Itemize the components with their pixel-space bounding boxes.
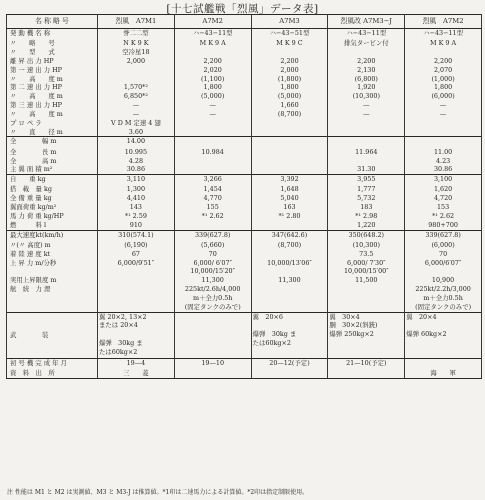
table-cell: —	[328, 110, 405, 119]
table-cell: 2,020	[174, 66, 251, 75]
table-cell: 339(627.8)	[405, 230, 482, 241]
header-label: 名 称 略 号	[7, 15, 98, 29]
row-label: 〃 略 号	[7, 39, 98, 48]
header-row	[7, 15, 482, 29]
row-label: 〃 直 径 m	[7, 128, 98, 137]
row-label: プ ロ ペ ラ	[7, 119, 98, 128]
table-cell: (6,800)	[328, 75, 405, 84]
table-cell: 6,000/ 6′07″ 10,000/15′20″	[174, 259, 251, 277]
table-cell: 翼 20×2, 13×2 または 20×4 爆弾 30kg ま たは60kg×2	[98, 312, 175, 358]
table-cell: —	[174, 101, 251, 110]
table-cell: ハ−43−11型	[328, 29, 405, 40]
table-cell: 155	[174, 203, 251, 212]
table-row	[7, 230, 482, 241]
table-cell	[405, 119, 482, 128]
table-cell: 5,732	[328, 194, 405, 203]
table-title: [十七試艦戦「烈風」データ表]	[166, 3, 319, 15]
table-cell	[174, 312, 251, 358]
table-cell: (5,660)	[174, 241, 251, 250]
table-cell: 163	[251, 203, 328, 212]
row-label: 全 高 m	[7, 157, 98, 166]
table-cell: 10,000/13′06″	[251, 259, 328, 277]
table-cell	[98, 276, 175, 285]
table-cell: 1,660	[251, 101, 328, 110]
table-cell: (5,000)	[251, 92, 328, 101]
table-cell: 2,200	[251, 57, 328, 66]
table-cell	[251, 148, 328, 157]
table-cell: V D M 定速 4 翅	[98, 119, 175, 128]
table-cell: 73.5	[328, 250, 405, 259]
table-row	[7, 29, 482, 40]
row-label: 発 動 機 名 称	[7, 29, 98, 40]
table-cell: 339(627.8)	[174, 230, 251, 241]
table-cell: (10,300)	[328, 92, 405, 101]
table-cell: 20—12(予定)	[251, 358, 328, 369]
table-row	[7, 241, 482, 250]
table-cell: —	[98, 110, 175, 119]
row-label: 翼面荷重 kg/m²	[7, 203, 98, 212]
table-cell: 3,100	[405, 175, 482, 186]
table-cell	[98, 75, 175, 84]
table-cell: 1,454	[174, 185, 251, 194]
table-cell: M K 9 C	[251, 39, 328, 48]
table-cell: 310(574.1)	[98, 230, 175, 241]
table-cell: *¹ 2.98	[328, 212, 405, 221]
row-label: 主 翼 面 積 m²	[7, 165, 98, 174]
table-cell: *¹ 2.62	[174, 212, 251, 221]
row-label: 燃 料 l	[7, 221, 98, 230]
table-cell: 14.00	[98, 137, 175, 148]
table-cell: 2,000	[98, 57, 175, 66]
table-cell: 183	[328, 203, 405, 212]
table-cell: 10.984	[174, 148, 251, 157]
table-cell: 4.28	[98, 157, 175, 166]
table-cell: 2,200	[405, 57, 482, 66]
table-cell: 3,266	[174, 175, 251, 186]
table-cell	[328, 369, 405, 378]
table-cell: (8,700)	[251, 110, 328, 119]
row-label: 〃 型 式	[7, 48, 98, 57]
row-label: 〃 高 度 m	[7, 110, 98, 119]
table-cell	[251, 137, 328, 148]
table-cell: 5,040	[251, 194, 328, 203]
table-cell: 翼 20×6 爆弾 30kg ま たは60kg×2	[251, 312, 328, 358]
table-cell: 1,648	[251, 185, 328, 194]
table-cell: *¹ 2.59	[98, 212, 175, 221]
row-label: 馬 力 荷 重 kg/HP	[7, 212, 98, 221]
table-row	[7, 110, 482, 119]
table-cell	[98, 285, 175, 312]
table-cell	[174, 221, 251, 230]
table-cell: *¹ 2.62	[405, 212, 482, 221]
footnote: 注 性能は M1 と M2 は実測値、M3 と M3-J は推算値。*1印は二速馬力による計算値。*2印は指定制限使用。	[7, 489, 309, 496]
table-cell: 70	[174, 250, 251, 259]
table-row	[7, 212, 482, 221]
data-table	[6, 14, 482, 379]
table-row	[7, 119, 482, 128]
table-cell: 3,955	[328, 175, 405, 186]
table-cell	[405, 358, 482, 369]
table-cell: 225kt/2.2h/3,000 m＋全力0.5h (固定タンクのみで)	[405, 285, 482, 312]
table-cell: 4,770	[174, 194, 251, 203]
table-cell: 2,200	[174, 57, 251, 66]
table-cell: M K 9 A	[174, 39, 251, 48]
row-label: 〃(〃 高度) m	[7, 241, 98, 250]
table-cell	[328, 48, 405, 57]
table-cell	[174, 137, 251, 148]
table-cell: 143	[98, 203, 175, 212]
table-cell	[251, 48, 328, 57]
header-cell: A7M2	[174, 15, 251, 29]
table-row	[7, 137, 482, 148]
table-cell	[405, 128, 482, 137]
table-cell: —	[98, 101, 175, 110]
row-label: 航 続 力 浬	[7, 285, 98, 312]
table-cell: 1,800	[174, 83, 251, 92]
table-cell: (8,700)	[251, 241, 328, 250]
table-cell: 空冷星18	[98, 48, 175, 57]
row-label: 初 号 機 完 成 年 月	[7, 358, 98, 369]
table-cell: 30.86	[98, 165, 175, 174]
table-cell: 2,130	[328, 66, 405, 75]
table-cell: 6,000/6′07″	[405, 259, 482, 277]
table-cell: 1,570*²	[98, 83, 175, 92]
table-row	[7, 185, 482, 194]
header-cell: 烈風 A7M2	[405, 15, 482, 29]
table-cell	[251, 369, 328, 378]
table-cell: 6,000/ 7′30″ 10,000/15′00″	[328, 259, 405, 277]
table-cell: 誉二二型	[98, 29, 175, 40]
table-cell: 海 軍	[405, 369, 482, 378]
table-cell	[174, 157, 251, 166]
table-row	[7, 148, 482, 157]
table-cell: 6,000/9′51″	[98, 259, 175, 277]
table-row	[7, 75, 482, 84]
table-cell: M K 9 A	[405, 39, 482, 48]
table-cell	[328, 137, 405, 148]
table-cell: 2,200	[328, 57, 405, 66]
table-cell	[98, 66, 175, 75]
table-row	[7, 157, 482, 166]
table-cell: 6,850*²	[98, 92, 175, 101]
row-label: 着 陸 速 度 kt	[7, 250, 98, 259]
table-cell: 2,070	[405, 66, 482, 75]
table-row	[7, 250, 482, 259]
table-row	[7, 101, 482, 110]
table-row	[7, 285, 482, 312]
row-label: 全 備 重 量 kg	[7, 194, 98, 203]
table-cell: 三 菱	[98, 369, 175, 378]
table-cell: 翼 30×4 胴 30×2(斜銃) 爆弾 250kg×2	[328, 312, 405, 358]
row-label: 第 三 速 出 力 HP	[7, 101, 98, 110]
table-cell: —	[405, 110, 482, 119]
table-cell: (5,000)	[174, 92, 251, 101]
table-row	[7, 358, 482, 369]
table-cell: (10,300)	[328, 241, 405, 250]
table-cell: —	[328, 101, 405, 110]
table-cell: 1,800	[251, 83, 328, 92]
table-cell: 10.995	[98, 148, 175, 157]
table-cell: 排気タービン付	[328, 39, 405, 48]
table-cell: 3.60	[98, 128, 175, 137]
table-row	[7, 66, 482, 75]
table-row	[7, 83, 482, 92]
table-cell	[251, 250, 328, 259]
table-cell	[328, 285, 405, 312]
table-cell	[174, 165, 251, 174]
table-cell	[328, 157, 405, 166]
table-cell: (1,100)	[174, 75, 251, 84]
table-cell: (1,800)	[251, 75, 328, 84]
table-cell: —	[405, 101, 482, 110]
table-cell	[328, 128, 405, 137]
table-cell: 1,777	[328, 185, 405, 194]
table-cell: (6,000)	[405, 241, 482, 250]
row-label: 武 装	[7, 312, 98, 358]
table-cell	[328, 119, 405, 128]
table-cell: ハ−43−11型	[174, 29, 251, 40]
table-row	[7, 312, 482, 358]
row-label: 実用上昇限度 m	[7, 276, 98, 285]
table-cell: 3,110	[98, 175, 175, 186]
table-cell	[174, 48, 251, 57]
table-cell: 1,300	[98, 185, 175, 194]
table-cell: 350(648.2)	[328, 230, 405, 241]
row-label: 全 長 m	[7, 148, 98, 157]
table-cell	[251, 128, 328, 137]
table-cell: 10,900	[405, 276, 482, 285]
table-cell: 153	[405, 203, 482, 212]
header-cell: A7M3	[251, 15, 328, 29]
table-cell: 67	[98, 250, 175, 259]
table-row	[7, 48, 482, 57]
table-cell: —	[174, 110, 251, 119]
table-cell: 225kt/2.6h/4,000 m＋全力0.5h (固定タンクのみで)	[174, 285, 251, 312]
row-label: 最大速度kt(km/h)	[7, 230, 98, 241]
header-cell: 烈風 A7M1	[98, 15, 175, 29]
table-cell	[174, 369, 251, 378]
table-cell: 1,800	[405, 83, 482, 92]
table-cell	[405, 48, 482, 57]
table-cell: (1,000)	[405, 75, 482, 84]
table-cell: 30.86	[405, 165, 482, 174]
table-cell: *¹ 2.80	[251, 212, 328, 221]
table-cell: 4,720	[405, 194, 482, 203]
row-label: 資 料 出 所	[7, 369, 98, 378]
table-cell: 19—4	[98, 358, 175, 369]
row-label: 第 一 速 出 力 HP	[7, 66, 98, 75]
table-cell: 4.23	[405, 157, 482, 166]
row-label: 〃 高 度 m	[7, 75, 98, 84]
table-cell: 1,220	[328, 221, 405, 230]
table-cell	[251, 165, 328, 174]
table-cell	[251, 285, 328, 312]
table-cell: 11,300	[251, 276, 328, 285]
header-cell: 烈風改 A7M3−J	[328, 15, 405, 29]
table-row	[7, 203, 482, 212]
table-row	[7, 194, 482, 203]
table-cell	[251, 221, 328, 230]
table-cell: 3,392	[251, 175, 328, 186]
table-cell: 11,500	[328, 276, 405, 285]
table-cell: 11,300	[174, 276, 251, 285]
table-row	[7, 57, 482, 66]
table-row	[7, 369, 482, 378]
row-label: 全 幅 m	[7, 137, 98, 148]
table-cell: 11.00	[405, 148, 482, 157]
table-cell	[405, 137, 482, 148]
row-label: 第 二 速 出 力 HP	[7, 83, 98, 92]
table-cell	[251, 157, 328, 166]
table-cell	[251, 119, 328, 128]
table-row	[7, 39, 482, 48]
table-cell	[174, 119, 251, 128]
table-row	[7, 259, 482, 277]
row-label: 搭 載 量 kg	[7, 185, 98, 194]
table-cell: 11.964	[328, 148, 405, 157]
table-cell: 21—10(予定)	[328, 358, 405, 369]
table-cell: 翼 20×4 爆弾 60kg×2	[405, 312, 482, 358]
table-cell: ハ−43−11型	[405, 29, 482, 40]
row-label: 自 重 kg	[7, 175, 98, 186]
table-row	[7, 165, 482, 174]
table-row	[7, 92, 482, 101]
row-label: 〃 高 度 m	[7, 92, 98, 101]
table-cell: 347(642.6)	[251, 230, 328, 241]
table-cell: 2,000	[251, 66, 328, 75]
table-cell: 31.30	[328, 165, 405, 174]
table-cell: 910	[98, 221, 175, 230]
table-row	[7, 175, 482, 186]
table-cell: 70	[405, 250, 482, 259]
table-cell: 1,920	[328, 83, 405, 92]
table-row	[7, 276, 482, 285]
table-cell: 980+700	[405, 221, 482, 230]
table-cell: N K 9 K	[98, 39, 175, 48]
table-cell	[174, 128, 251, 137]
table-row	[7, 221, 482, 230]
table-cell: (6,190)	[98, 241, 175, 250]
table-cell: (6,000)	[405, 92, 482, 101]
table-cell: 19—10	[174, 358, 251, 369]
table-cell: 1,620	[405, 185, 482, 194]
table-row	[7, 128, 482, 137]
row-label: 上 昇 力 m/分秒	[7, 259, 98, 277]
row-label: 離 昇 出 力 HP	[7, 57, 98, 66]
table-cell: ハ−43−51型	[251, 29, 328, 40]
table-cell: 4,410	[98, 194, 175, 203]
